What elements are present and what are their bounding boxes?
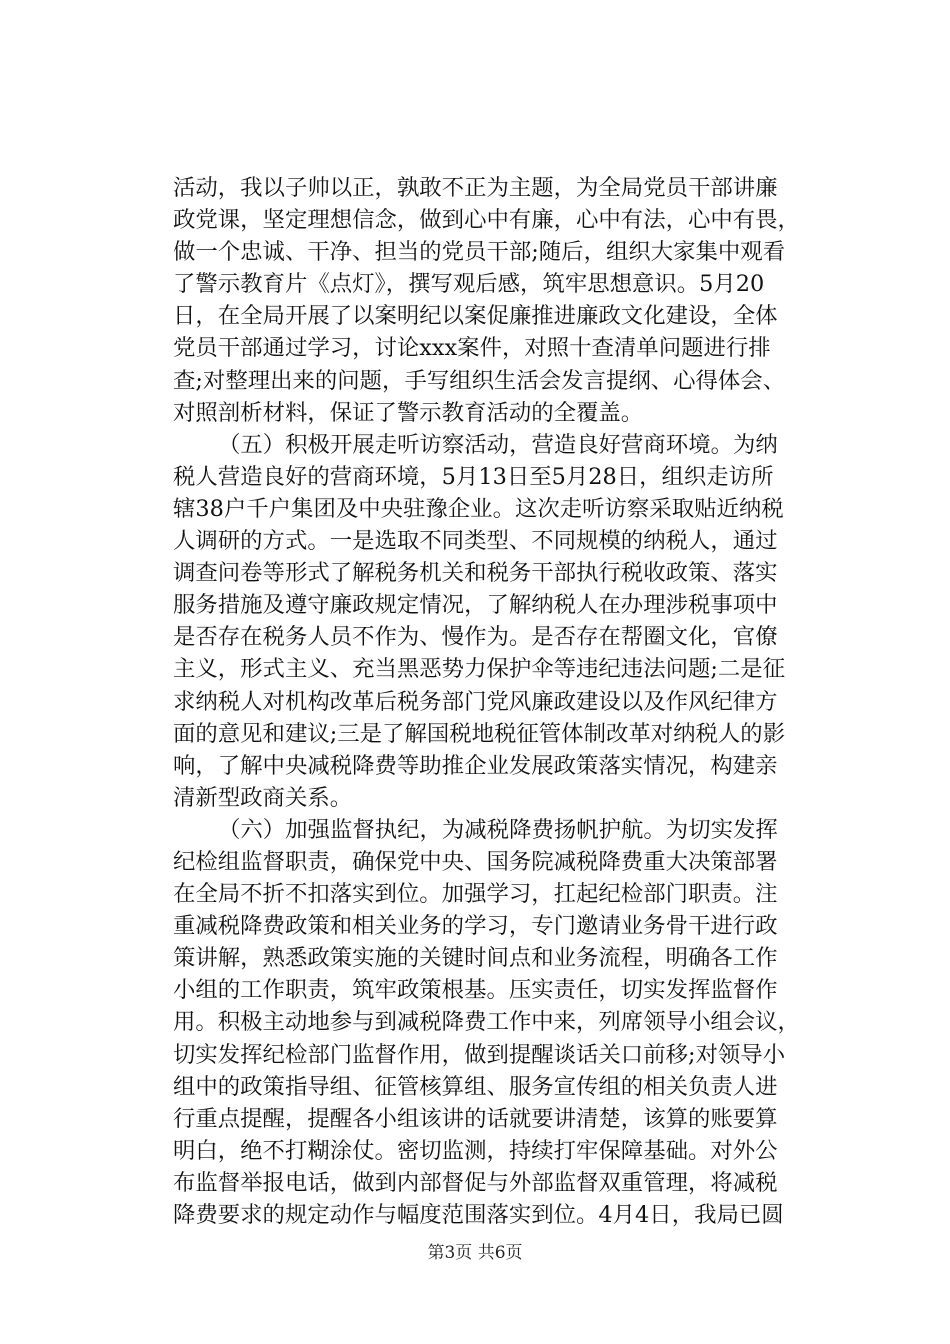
text-line: 主义，形式主义、充当黑恶势力保护伞等违纪违法问题;二是征 [173,656,786,683]
text-line: （六）加强监督执纪，为减税降费扬帆护航。为切实发挥 [218,816,778,843]
text-line: 布监督举报电话，做到内部督促与外部监督双重管理，将减税 [173,1169,778,1196]
text-line: 是否存在税务人员不作为、慢作为。是否存在帮圈文化，官僚 [173,624,778,651]
document-body [173,172,800,1231]
text-line: 辖38户千户集团及中央驻豫企业。这次走听访察采取贴近纳税 [173,495,784,522]
paragraph [173,429,793,814]
text-line: 了警示教育片《点灯》，撰写观后感，筑牢思想意识。5月20 [173,271,765,298]
text-line: 切实发挥纪检部门监督作用，做到提醒谈话关口前移;对领导小 [173,1041,786,1068]
text-line: 在全局不折不扣落实到位。加强学习，扛起纪检部门职责。注 [173,881,778,908]
text-line: 面的意见和建议;三是了解国税地税征管体制改革对纳税人的影 [173,720,786,747]
text-line: 明白，绝不打糊涂仗。密切监测，持续打牢保障基础。对外公 [173,1137,778,1164]
text-line: 重减税降费政策和相关业务的学习，专门邀请业务骨干进行政 [173,913,778,940]
text-line: 响，了解中央减税降费等助推企业发展政策落实情况，构建亲 [173,752,778,779]
text-line: 行重点提醒，提醒各小组该讲的话就要讲清楚，该算的账要算 [173,1105,778,1132]
text-line: 用。积极主动地参与到减税降费工作中来，列席领导小组会议， [173,1009,800,1036]
text-line: 调查问卷等形式了解税务机关和税务干部执行税收政策、落实 [173,560,778,587]
text-line: （五）积极开展走听访察活动，营造良好营商环境。为纳 [218,431,778,458]
page-footer: 第3页 共6页 [427,1243,523,1263]
text-line: 日，在全局开展了以案明纪以案促廉推进廉政文化建设，全体 [173,303,778,330]
text-line: 纪检组监督职责，确保党中央、国务院减税降费重大决策部署 [173,848,778,875]
text-line: 做一个忠诚、干净、担当的党员干部;随后，组织大家集中观看 [173,239,786,266]
text-line: 人调研的方式。一是选取不同类型、不同规模的纳税人，通过 [173,528,778,555]
text-line: 查;对整理出来的问题，手写组织生活会发言提纲、心得体会、 [173,367,786,394]
text-line: 服务措施及遵守廉政规定情况，了解纳税人在办理涉税事项中 [173,592,778,619]
text-line: 组中的政策指导组、征管核算组、服务宣传组的相关负责人进 [173,1073,778,1100]
text-line: 清新型政商关系。 [173,784,353,811]
text-line: 策讲解，熟悉政策实施的关键时间点和业务流程，明确各工作 [173,945,778,972]
text-line: 小组的工作职责，筑牢政策根基。压实责任，切实发挥监督作 [173,977,778,1004]
text-line: 降费要求的规定动作与幅度范围落实到位。4月4日，我局已圆 [173,1202,784,1228]
text-line: 党员干部通过学习，讨论xxx案件，对照十查清单问题进行排 [173,335,771,362]
text-line: 政党课，坚定理想信念，做到心中有廉，心中有法，心中有畏， [173,207,800,234]
paragraph [173,814,800,1231]
paragraph [173,172,800,429]
text-line: 活动，我以子帅以正，孰敢不正为主题，为全局党员干部讲廉 [173,175,778,201]
text-line: 对照剖析材料，保证了警示教育活动的全覆盖。 [173,399,644,426]
text-line: 税人营造良好的营商环境，5月13日至5月28日，组织走访所 [173,463,774,490]
text-line: 求纳税人对机构改革后税务部门党风廉政建设以及作风纪律方 [173,688,778,715]
